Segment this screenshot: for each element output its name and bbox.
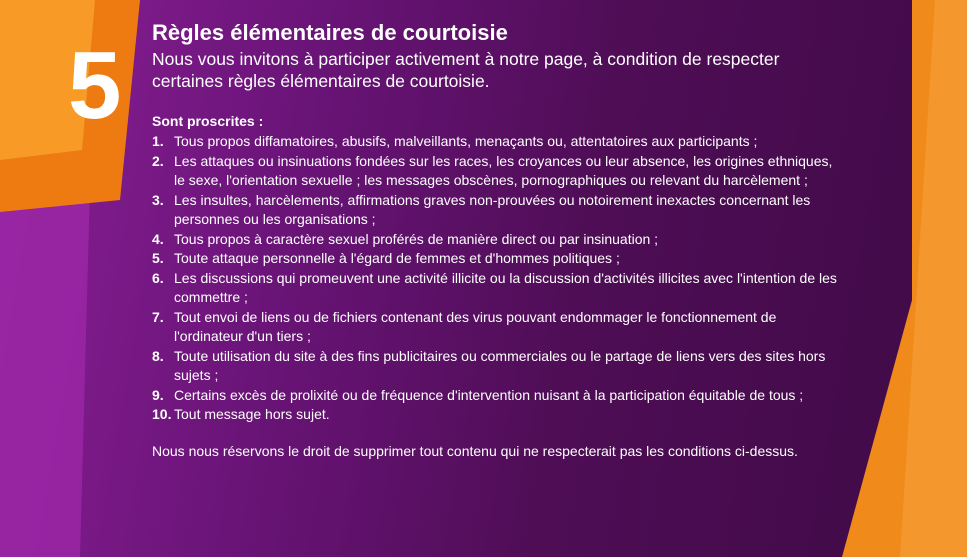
rule-number: 9. <box>152 386 164 403</box>
rule-number: 4. <box>152 230 164 247</box>
rule-text: Les attaques ou insinuations fondées sur les races, les croyances ou leur absence, les origines ethniques, le sexe, l'orientation sexuelle ; les messages obscènes, pornographiques ou relevant du harcèlement ; <box>174 152 833 188</box>
rule-number: 7. <box>152 308 164 325</box>
list-item <box>152 191 842 230</box>
rule-text: Toute attaque personnelle à l'égard de femmes et d'hommes politiques ; <box>174 250 620 266</box>
page-title: Règles élémentaires de courtoisie <box>152 20 508 45</box>
list-item <box>152 308 842 347</box>
rule-text: Les discussions qui promeuvent une activité illicite ou la discussion d'activités illicites avec l'intention de les commettre ; <box>174 269 837 305</box>
rule-text: Tout envoi de liens ou de fichiers contenant des virus pouvant endommager le fonctionnement de l'ordinateur d'un tiers ; <box>174 308 777 344</box>
list-item <box>152 269 842 308</box>
rule-text: Tout message hors sujet. <box>174 406 330 422</box>
rule-text: Tous propos à caractère sexuel proférés de manière direct ou par insinuation ; <box>174 230 659 247</box>
rule-number: 2. <box>152 152 164 169</box>
rule-text: Certains excès de prolixité ou de fréquence d'intervention nuisant à la participation équitable de tous ; <box>174 386 804 403</box>
section-number: 5 <box>68 32 122 139</box>
list-item <box>152 347 842 386</box>
list-item <box>152 152 842 191</box>
list-item <box>152 249 842 269</box>
list-item <box>152 132 842 152</box>
reserve-statement: Nous nous réservons le droit de supprimer tout contenu qui ne respecterait pas les conditions ci-dessus. <box>152 442 798 459</box>
rule-text: Toute utilisation du site à des fins publicitaires ou commerciales ou le partage de liens vers des sites hors sujets ; <box>174 347 826 383</box>
list-item <box>152 405 842 425</box>
rule-number: 3. <box>152 191 164 208</box>
list-item <box>152 386 842 406</box>
rule-number: 6. <box>152 269 164 286</box>
intro-text: Nous vous invitons à participer activement à notre page, à condition de respecter certaines règles élémentaires de courtoisie. <box>152 49 780 91</box>
rule-number: 10. <box>152 406 172 422</box>
rule-number: 8. <box>152 347 164 364</box>
rules-list <box>152 132 842 425</box>
list-item <box>152 230 842 250</box>
rule-number: 5. <box>152 250 164 266</box>
content-area <box>152 20 842 461</box>
rule-number: 1. <box>152 133 164 149</box>
rule-text: Les insultes, harcèlements, affirmations graves non-prouvées ou notoirement inexactes concernant les personnes ou les organisations ; <box>174 191 811 227</box>
rules-heading: Sont proscrites : <box>152 113 264 129</box>
rule-text: Tous propos diffamatoires, abusifs, malveillants, menaçants ou, attentatoires aux participants ; <box>174 133 758 149</box>
